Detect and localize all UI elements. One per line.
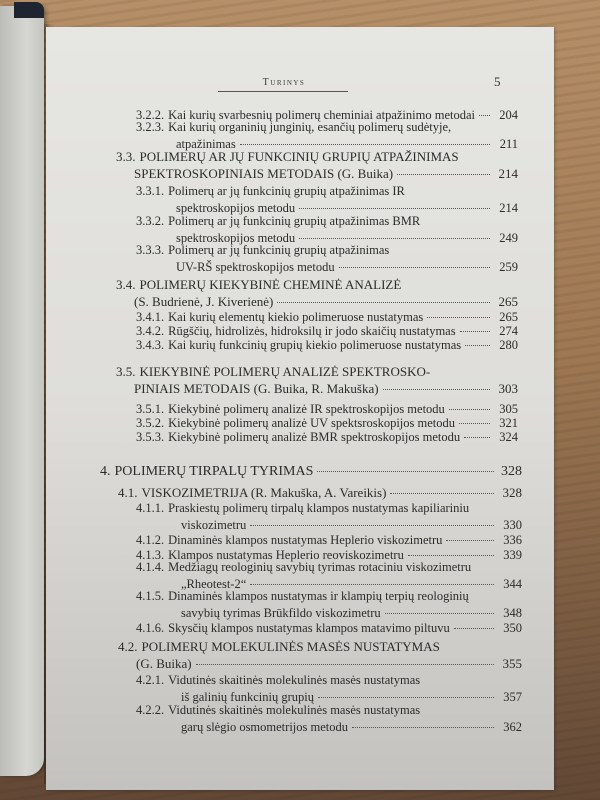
dot-leader: [464, 424, 490, 438]
toc-entry-number: 3.5.: [116, 364, 136, 379]
toc-entry-line: [136, 687, 522, 704]
toc-entry-4-2-2: [136, 703, 522, 734]
toc-entry-number: 3.3.: [116, 149, 136, 164]
toc-entry-title: (G. Buika): [136, 656, 192, 671]
toc-entry-number: 4.1.6.: [136, 620, 165, 635]
left-page-edge: [0, 6, 44, 776]
toc-entry-4-1-6: [136, 618, 522, 635]
toc-entry-page: 303: [498, 381, 518, 396]
toc-entry-page: 305: [499, 401, 518, 416]
toc-entry-title: KIEKYBINĖ POLIMERŲ ANALIZĖ SPEKTROSKO-: [139, 364, 431, 379]
dot-leader: [454, 615, 494, 629]
toc-entry-3-5: [116, 364, 518, 396]
toc-entry-page: 274: [499, 323, 518, 338]
toc-entry-4: [100, 460, 522, 480]
toc-entry-number: 4.2.: [118, 639, 138, 654]
toc-entry-title: savybių tyrimas Brūkfildo viskozimetru: [181, 605, 381, 620]
toc-entry-page: 344: [503, 576, 522, 591]
book-cover-edge: [14, 2, 44, 18]
toc-entry-title: spektroskopijos metodu: [176, 200, 296, 215]
toc-entry-number: 3.4.2.: [136, 323, 165, 338]
dot-leader: [390, 480, 494, 494]
toc-entry-page: 265: [499, 309, 518, 324]
toc-entry-number: 3.5.1.: [136, 401, 165, 416]
toc-entry-number: 4.1.2.: [136, 532, 165, 547]
toc-entry-3-3: [116, 149, 518, 181]
toc-entry-title: SPEKTROSKOPINIAIS METODAIS (G. Buika): [134, 166, 394, 181]
toc-entry-title: Vidutinės skaitinės molekulinės masės nustatymas: [168, 673, 421, 687]
toc-entry-number: 3.4.1.: [136, 309, 165, 324]
dot-leader: [449, 396, 490, 410]
toc-entry-number: 4.1.4.: [136, 560, 165, 574]
toc-entry-title: UV-RŠ spektroskopijos metodu: [176, 259, 335, 274]
toc-entry-title: Kiekybinė polimerų analizė UV spektsroskopijos metodu: [168, 415, 455, 430]
toc-entry-page: 336: [503, 532, 522, 547]
toc-entry-line: [118, 483, 522, 500]
toc-entry-number: 3.3.1.: [136, 184, 165, 198]
toc-entry-number: 4.1.3.: [136, 547, 165, 562]
toc-entry-title: viskozimetru: [181, 517, 247, 532]
toc-entry-page: 211: [499, 136, 518, 151]
toc-entry-title: atpažinimas: [176, 136, 236, 151]
toc-entry-3-3-1: [136, 184, 518, 215]
dot-leader: [465, 332, 490, 346]
dot-leader: [317, 457, 494, 472]
toc-entry-line: [136, 618, 522, 635]
toc-entry-line: [116, 164, 518, 181]
toc-entry-number: 3.2.2.: [136, 107, 165, 122]
toc-entry-4-2: [118, 639, 522, 671]
toc-entry-page: 214: [499, 200, 518, 215]
toc-entry-page: 280: [499, 337, 518, 352]
dot-leader: [352, 714, 494, 728]
toc-entry-3-5-3: [136, 427, 518, 444]
dot-leader: [385, 600, 494, 614]
dot-leader: [240, 131, 490, 145]
dot-leader: [299, 195, 490, 209]
toc-entry-title: Polimerų ar jų funkcinių grupių atpažinimas BMR: [168, 214, 421, 228]
toc-entry-page: 357: [503, 689, 522, 704]
toc-entry-title: Rūgščių, hidrolizės, hidroksilų ir jodo skaičių nustatymas: [168, 323, 456, 338]
dot-leader: [397, 161, 490, 175]
dot-leader: [339, 254, 490, 268]
toc-entry-title: Kai kurių svarbesnių polimerų cheminiai atpažinimo metodai: [168, 107, 475, 122]
dot-leader: [460, 318, 490, 332]
toc-entry-title: Kiekybinė polimerų analizė BMR spektroskopijos metodu: [168, 429, 461, 444]
toc-entry-page: 204: [499, 107, 518, 122]
toc-entry-number: 3.4.3.: [136, 337, 165, 352]
toc-entry-title: Praskiestų polimerų tirpalų klampos nustatymas kapiliariniu: [168, 501, 470, 515]
dot-leader: [459, 410, 490, 424]
toc-entry-title: VISKOZIMETRIJA (R. Makuška, A. Vareikis): [141, 485, 387, 500]
toc-entry-page: 348: [503, 605, 522, 620]
toc-entry-page: 339: [503, 547, 522, 562]
dot-leader: [408, 542, 494, 556]
page-number: 5: [494, 74, 501, 89]
dot-leader: [250, 571, 494, 585]
toc-entry-title: Kai kurių elementų kiekio polimeruose nustatymas: [168, 309, 424, 324]
toc-entry-number: 4.: [100, 464, 111, 479]
toc-entry-line: [100, 460, 522, 480]
dot-leader: [446, 527, 494, 541]
toc-entry-title: Klampos nustatymas Heplerio reoviskozimetru: [168, 547, 404, 562]
toc-entry-page: 324: [499, 429, 518, 444]
toc-entry-title: spektroskopijos metodu: [176, 230, 296, 245]
running-head-rule: [218, 91, 348, 92]
toc-entry-number: 3.3.2.: [136, 214, 165, 228]
toc-entry-number: 4.2.2.: [136, 703, 165, 717]
toc-entry-number: 3.2.3.: [136, 120, 165, 134]
toc-entry-line: [136, 257, 518, 274]
dot-leader: [250, 512, 494, 526]
toc-entry-title: Kai kurių funkcinių grupių kiekio polimeruose nustatymas: [168, 337, 462, 352]
toc-entry-page: 249: [499, 230, 518, 245]
dot-leader: [299, 225, 490, 239]
toc-entry-page: 328: [501, 464, 522, 479]
toc-entry-number: 4.1.: [118, 485, 138, 500]
toc-entry-line: [118, 654, 522, 671]
toc-entry-4-1-4: [136, 560, 522, 591]
toc-entry-line: [116, 379, 518, 396]
dot-leader: [383, 376, 490, 390]
toc-entry-number: 3.5.2.: [136, 415, 165, 430]
toc-entry-3-2-3: [136, 120, 518, 151]
toc-entry-title: PINIAIS METODAIS (G. Buika, R. Makuška): [134, 381, 379, 396]
toc-entry-title: POLIMERŲ AR JŲ FUNKCINIŲ GRUPIŲ ATPAŽINIMAS: [139, 149, 459, 164]
toc-entry-line: [136, 198, 518, 215]
toc-entry-3-4-3: [136, 335, 518, 352]
book-page: [46, 27, 554, 790]
toc-entry-3-3-2: [136, 214, 518, 245]
toc-entry-3-3-3: [136, 243, 518, 274]
dot-leader: [277, 289, 490, 303]
dot-leader: [479, 102, 490, 116]
dot-leader: [318, 684, 494, 698]
toc-entry-number: 4.2.1.: [136, 673, 165, 687]
toc-entry-page: 355: [502, 656, 522, 671]
toc-entry-title: garų slėgio osmometrijos metodu: [181, 719, 348, 734]
toc-entry-number: 3.4.: [116, 277, 136, 292]
toc-entry-page: 259: [499, 259, 518, 274]
toc-entry-page: 362: [503, 719, 522, 734]
toc-entry-page: 330: [503, 517, 522, 532]
toc-entry-title: Polimerų ar jų funkcinių grupių atpažinimas IR: [168, 184, 405, 198]
dot-leader: [427, 304, 490, 318]
toc-entry-title: POLIMERŲ MOLEKULINĖS MASĖS NUSTATYMAS: [141, 639, 440, 654]
toc-entry-title: (S. Budrienė, J. Kiverienė): [134, 294, 274, 309]
toc-entry-title: „Rheotest-2“: [181, 576, 247, 591]
toc-entry-line: [136, 427, 518, 444]
toc-entry-title: Kiekybinė polimerų analizė IR spektroskopijos metodu: [168, 401, 445, 416]
toc-entry-title: Vidutinės skaitinės molekulinės masės nustatymas: [168, 703, 421, 717]
toc-entry-number: 4.1.5.: [136, 589, 165, 603]
toc-entry-page: 214: [498, 166, 518, 181]
toc-entry-line: [136, 335, 518, 352]
toc-entry-title: iš galinių funkcinių grupių: [181, 689, 314, 704]
toc-entry-title: Medžiagų reologinių savybių tyrimas rotaciniu viskozimetru: [168, 560, 472, 574]
toc-entry-page: 328: [502, 485, 522, 500]
running-head: Turinys: [262, 77, 306, 88]
toc-entry-title: Dinaminės klampos nustatymas Heplerio viskozimetru: [168, 532, 443, 547]
toc-entry-4-1: [118, 483, 522, 500]
toc-entry-title: Skysčių klampos nustatymas klampos matavimo piltuvu: [168, 620, 450, 635]
toc-entry-title: Polimerų ar jų funkcinių grupių atpažinimas: [168, 243, 390, 257]
toc-entry-4-2-1: [136, 673, 522, 704]
toc-entry-title: POLIMERŲ TIRPALŲ TYRIMAS: [114, 464, 314, 479]
toc-entry-title: POLIMERŲ KIEKYBINĖ CHEMINĖ ANALIZĖ: [139, 277, 402, 292]
toc-entry-page: 350: [503, 620, 522, 635]
toc-entry-number: 4.1.1.: [136, 501, 165, 515]
toc-entry-page: 321: [499, 415, 518, 430]
dot-leader: [196, 651, 494, 665]
toc-entry-page: 265: [498, 294, 518, 309]
toc-entry-title: Dinaminės klampos nustatymas ir klampių terpių reologinių: [168, 589, 469, 603]
toc-entry-line: [136, 717, 522, 734]
toc-entry-title: Kai kurių organinių junginių, esančių polimerų sudėtyje,: [168, 120, 452, 134]
toc-entry-number: 3.3.3.: [136, 243, 165, 257]
toc-entry-number: 3.5.3.: [136, 429, 165, 444]
